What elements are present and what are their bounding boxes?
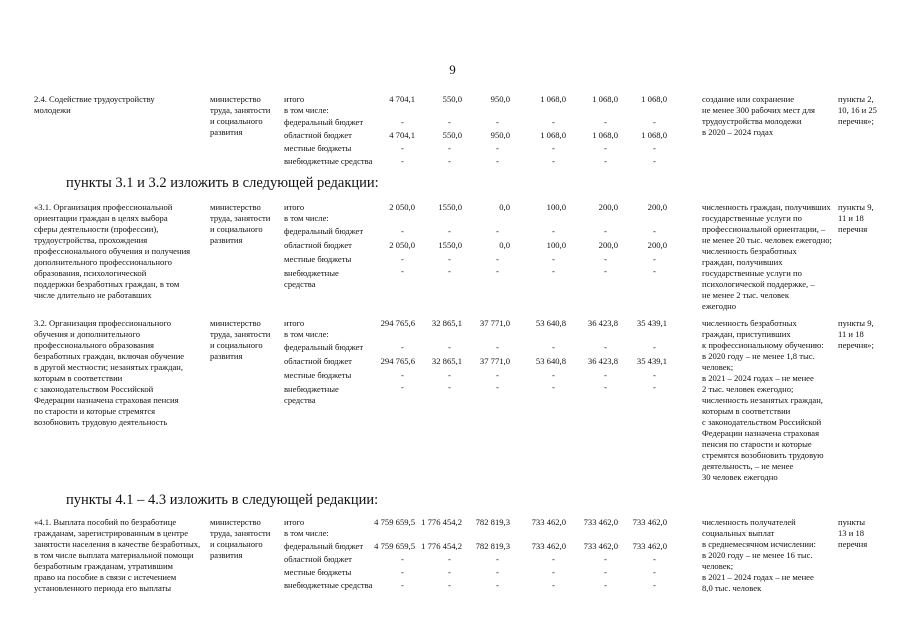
funding-value: - — [448, 370, 451, 380]
funding-value: - — [552, 156, 555, 166]
funding-value: - — [552, 117, 555, 127]
funding-value: - — [653, 342, 656, 352]
funding-value: - — [496, 382, 499, 392]
funding-value: 53 640,8 — [535, 356, 566, 366]
funding-value: - — [653, 117, 656, 127]
funding-value: - — [448, 143, 451, 153]
funding-value: - — [552, 554, 555, 564]
funding-value: - — [604, 254, 607, 264]
funding-value: - — [401, 117, 404, 127]
funding-value: 950,0 — [490, 130, 510, 140]
funding-value: 733 462,0 — [583, 541, 618, 551]
funding-value: 1 776 454,2 — [421, 541, 462, 551]
measure-name: «3.1. Организация профессиональной ориентации граждан в целях выбора сферы деятельности (профессии), трудоустройства, прохождения профессионального обучения и получения дополнительного профессионального образования, психологической поддержки безработных граждан, в том числе длительно не работавших — [34, 202, 191, 300]
funding-value: 100,0 — [546, 240, 566, 250]
funding-source: областной бюджет — [284, 240, 352, 250]
funding-value: - — [448, 117, 451, 127]
funding-value: - — [552, 143, 555, 153]
funding-value: - — [604, 580, 607, 590]
funding-value: 782 819,3 — [475, 541, 510, 551]
funding-value: 4 704,1 — [389, 130, 415, 140]
funding-source: итого — [284, 94, 305, 104]
funding-value: 0,0 — [499, 202, 510, 212]
funding-value: - — [496, 580, 499, 590]
funding-source: местные бюджеты — [284, 254, 352, 264]
funding-value: - — [604, 567, 607, 577]
funding-value: 733 462,0 — [583, 517, 618, 527]
funding-value: 733 462,0 — [632, 517, 667, 527]
funding-source: областной бюджет — [284, 130, 352, 140]
funding-value: 733 462,0 — [632, 541, 667, 551]
funding-value: - — [496, 143, 499, 153]
funding-source: внебюджетные средства — [284, 384, 339, 405]
funding-value: 200,0 — [598, 240, 618, 250]
funding-value: - — [401, 554, 404, 564]
funding-value: - — [604, 382, 607, 392]
funding-source: внебюджетные средства — [284, 156, 373, 166]
program-points: пункты 9, 11 и 18 перечня»; — [838, 318, 874, 350]
funding-value: 950,0 — [490, 94, 510, 104]
executor: министерство труда, занятости и социального развития — [210, 318, 271, 361]
measure-name: «4.1. Выплата пособий по безработице гражданам, зарегистрированным в центре занятости населения в качестве безработных, в том числе выплата материальной помощи безработным гражданам, утратившим право на пособие в связи с истечением установленного периода его выплаты — [34, 517, 201, 593]
funding-source: федеральный бюджет — [284, 541, 364, 551]
funding-value: - — [401, 370, 404, 380]
funding-source: местные бюджеты — [284, 567, 352, 577]
measure-name: 3.2. Организация профессионального обучения и дополнительного профессионального образования безработных граждан, включая обучение в другой местности; незанятых граждан, которым в соответствии с законодательством Российской Федерации назначена страховая пенсия по старости и которые стремятся возобновить трудовую деятельность — [34, 318, 185, 427]
funding-value: 4 759 659,5 — [374, 541, 415, 551]
funding-value: 294 765,6 — [380, 318, 415, 328]
funding-value: - — [448, 156, 451, 166]
section-heading: пункты 4.1 – 4.3 изложить в следующей редакции: — [66, 492, 379, 508]
funding-value: - — [653, 156, 656, 166]
funding-value: - — [653, 370, 656, 380]
funding-value: - — [552, 266, 555, 276]
funding-value: 1550,0 — [438, 240, 462, 250]
funding-value: - — [653, 580, 656, 590]
funding-value: - — [496, 254, 499, 264]
program-points: пункты 2, 10, 16 и 25 перечня»; — [838, 94, 877, 126]
funding-value: - — [552, 580, 555, 590]
expected-result: численность безработных граждан, приступивших к профессиональному обучению: в 2020 году – не менее 1,8 тыс. человек; в 2021 – 2024 годах – не менее 2 тыс. человек ежегодно; численность незанятых граждан, которым в соответствии с законодательством Российской Федерации назначена страховая пенсия по старости и которые стремятся возобновить трудовую деятельность, – не менее 30 человек ежегодно — [702, 318, 824, 482]
funding-source: федеральный бюджет — [284, 117, 364, 127]
funding-value: 733 462,0 — [531, 541, 566, 551]
funding-source: областной бюджет — [284, 356, 352, 366]
funding-value: - — [653, 382, 656, 392]
funding-value: - — [653, 567, 656, 577]
funding-value: 4 704,1 — [389, 94, 415, 104]
funding-value: - — [401, 226, 404, 236]
funding-value: - — [653, 266, 656, 276]
funding-value: 1 068,0 — [540, 130, 566, 140]
funding-value: - — [401, 580, 404, 590]
funding-value: 35 439,1 — [636, 356, 667, 366]
funding-source: в том числе: — [284, 213, 329, 223]
funding-source: местные бюджеты — [284, 143, 352, 153]
funding-value: - — [653, 554, 656, 564]
funding-value: 36 423,8 — [587, 356, 618, 366]
funding-value: - — [604, 370, 607, 380]
funding-value: 37 771,0 — [479, 356, 510, 366]
funding-value: 4 759 659,5 — [374, 517, 415, 527]
funding-value: 1 068,0 — [641, 94, 667, 104]
funding-value: - — [448, 567, 451, 577]
funding-value: 1 776 454,2 — [421, 517, 462, 527]
funding-value: - — [496, 567, 499, 577]
funding-source: итого — [284, 202, 305, 212]
funding-value: - — [401, 567, 404, 577]
program-points: пункты 13 и 18 перечня — [838, 517, 868, 549]
funding-value: - — [448, 226, 451, 236]
funding-value: - — [604, 156, 607, 166]
executor: министерство труда, занятости и социального развития — [210, 202, 271, 245]
funding-value: 35 439,1 — [636, 318, 667, 328]
funding-value: 1 068,0 — [592, 94, 618, 104]
funding-value: - — [401, 382, 404, 392]
executor: министерство труда, занятости и социального развития — [210, 517, 271, 560]
funding-value: 1 068,0 — [641, 130, 667, 140]
funding-source: в том числе: — [284, 528, 329, 538]
funding-value: - — [448, 382, 451, 392]
funding-source: областной бюджет — [284, 554, 352, 564]
funding-value: - — [496, 266, 499, 276]
funding-value: 294 765,6 — [380, 356, 415, 366]
funding-value: - — [604, 266, 607, 276]
funding-value: - — [604, 117, 607, 127]
funding-source: в том числе: — [284, 329, 329, 339]
funding-value: 32 865,1 — [431, 356, 462, 366]
funding-value: - — [496, 226, 499, 236]
funding-value: - — [401, 342, 404, 352]
funding-value: - — [496, 554, 499, 564]
section-heading: пункты 3.1 и 3.2 изложить в следующей редакции: — [66, 175, 379, 191]
funding-source: в том числе: — [284, 105, 329, 115]
funding-value: - — [653, 254, 656, 264]
executor: министерство труда, занятости и социального развития — [210, 94, 271, 137]
funding-value: - — [448, 580, 451, 590]
funding-value: 1 068,0 — [592, 130, 618, 140]
funding-value: - — [448, 254, 451, 264]
funding-value: - — [401, 266, 404, 276]
funding-value: - — [448, 266, 451, 276]
funding-value: 37 771,0 — [479, 318, 510, 328]
funding-source: федеральный бюджет — [284, 342, 364, 352]
funding-source: внебюджетные средства — [284, 268, 339, 289]
funding-value: - — [552, 370, 555, 380]
funding-value: 733 462,0 — [531, 517, 566, 527]
funding-value: 550,0 — [442, 94, 462, 104]
funding-value: 53 640,8 — [535, 318, 566, 328]
funding-value: - — [496, 342, 499, 352]
funding-value: 200,0 — [647, 202, 667, 212]
funding-value: 782 819,3 — [475, 517, 510, 527]
expected-result: создание или сохранение не менее 300 рабочих мест для трудоустройства молодежи в 2020 – 2024 годах — [702, 94, 815, 137]
funding-value: 200,0 — [598, 202, 618, 212]
funding-value: - — [653, 226, 656, 236]
funding-value: - — [653, 143, 656, 153]
funding-value: - — [496, 117, 499, 127]
measure-name: 2.4. Содействие трудоустройству молодежи — [34, 94, 155, 115]
funding-value: 2 050,0 — [389, 202, 415, 212]
funding-value: - — [604, 554, 607, 564]
funding-source: итого — [284, 318, 305, 328]
expected-result: численность получателей социальных выплат в среднемесячном исчислении: в 2020 году – не менее 16 тыс. человек; в 2021 – 2024 годах – не менее 8,0 тыс. человек — [702, 517, 816, 593]
funding-value: - — [401, 143, 404, 153]
funding-value: 1550,0 — [438, 202, 462, 212]
program-points: пункты 9, 11 и 18 перечня — [838, 202, 874, 234]
funding-value: - — [552, 382, 555, 392]
funding-value: - — [552, 226, 555, 236]
funding-value: 36 423,8 — [587, 318, 618, 328]
funding-value: - — [552, 342, 555, 352]
funding-value: - — [448, 554, 451, 564]
funding-value: 2 050,0 — [389, 240, 415, 250]
funding-value: - — [448, 342, 451, 352]
funding-value: - — [401, 254, 404, 264]
funding-source: местные бюджеты — [284, 370, 352, 380]
funding-value: - — [552, 567, 555, 577]
funding-value: - — [604, 342, 607, 352]
funding-value: 1 068,0 — [540, 94, 566, 104]
funding-value: - — [552, 254, 555, 264]
funding-value: 100,0 — [546, 202, 566, 212]
funding-value: - — [496, 156, 499, 166]
funding-value: - — [496, 370, 499, 380]
funding-value: 0,0 — [499, 240, 510, 250]
funding-value: - — [604, 143, 607, 153]
funding-value: 550,0 — [442, 130, 462, 140]
funding-value: - — [604, 226, 607, 236]
funding-value: 32 865,1 — [431, 318, 462, 328]
expected-result: численность граждан, получивших государственные услуги по профессиональной ориентации, – не менее 20 тыс. человек ежегодно; численность безработных граждан, получивших государственные услуги по психологической поддержке, – не менее 2 тыс. человек ежегодно — [702, 202, 832, 311]
funding-source: внебюджетные средства — [284, 580, 373, 590]
funding-value: 200,0 — [647, 240, 667, 250]
page-number: 9 — [449, 62, 456, 77]
funding-value: - — [401, 156, 404, 166]
funding-source: федеральный бюджет — [284, 226, 364, 236]
funding-source: итого — [284, 517, 305, 527]
